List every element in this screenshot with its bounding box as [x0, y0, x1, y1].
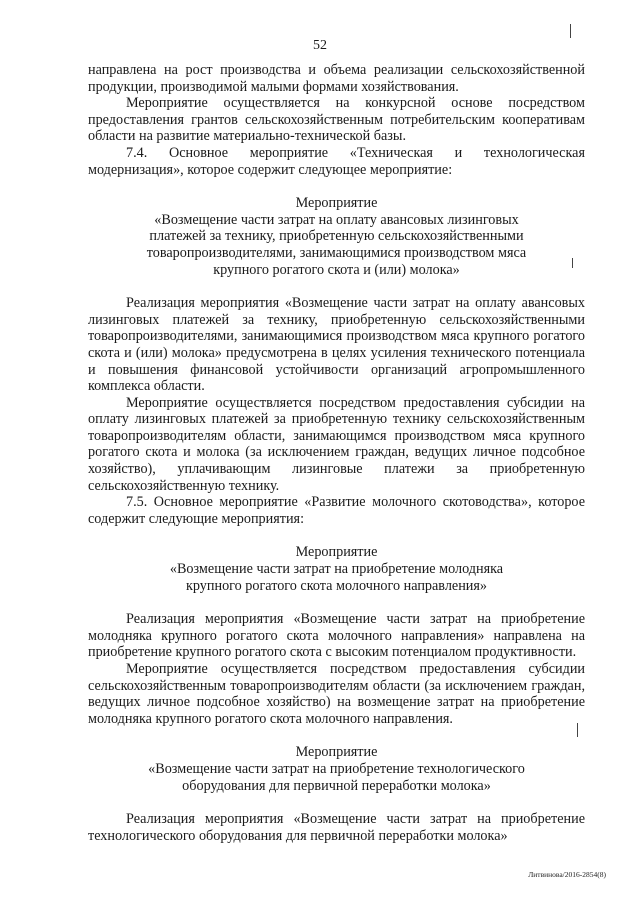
- spacer: [88, 278, 585, 295]
- measure-heading-label: Мероприятие: [295, 195, 378, 212]
- paragraph: Мероприятие осуществляется посредством предоставления субсидии на оплату лизинговых платежей за приобретенную технику сельскохозяйственным товаропроизводителям области, занимающимся производством мяса крупного рогатого скота и молока (за исключением граждан, ведущих личное подсобное хозяйство), уплачивающим лизинговые платежи за приобретенную сельскохозяйственную технику.: [88, 394, 585, 494]
- measure-heading-label: Мероприятие: [295, 544, 378, 561]
- measure-heading-label: Мероприятие: [295, 744, 378, 761]
- paragraph: Реализация мероприятия «Возмещение части затрат на приобретение технологического оборудования для первичной переработки молока»: [88, 811, 585, 844]
- page-number: 52: [313, 38, 327, 53]
- spacer: [88, 594, 585, 611]
- measure-heading-title: «Возмещение части затрат на приобретение молодняка крупного рогатого скота молочного направления»: [169, 561, 504, 594]
- section-7-5-paragraph: 7.5. Основное мероприятие «Развитие молочного скотоводства», которое содержит следующие мероприятия:: [88, 494, 585, 527]
- section-7-4-paragraph: 7.4. Основное мероприятие «Техническая и технологическая модернизация», которое содержит следующее мероприятие:: [88, 144, 585, 178]
- paragraph: направлена на рост производства и объема реализации сельскохозяйственной продукции, производимой малыми формами хозяйствования.: [88, 62, 585, 95]
- measure-heading-title: «Возмещение части затрат на оплату авансовых лизинговых платежей за технику, приобретенную сельскохозяйственными товаропроизводителями, занимающимися производством мяса крупного рогатого скота и (или) молока»: [146, 211, 527, 278]
- scan-mark: [572, 258, 573, 268]
- scan-mark: [570, 24, 571, 38]
- spacer: [88, 527, 585, 544]
- document-code: Литвинова/2016-2854(8): [528, 870, 606, 879]
- spacer: [88, 178, 585, 195]
- paragraph: Мероприятие осуществляется посредством предоставления субсидии сельскохозяйственным товаропроизводителям области (за исключением граждан, ведущих личное подсобное хозяйство) на возмещение затрат на приобретение молодняка крупного рогатого скота молочного направления.: [88, 661, 585, 727]
- paragraph: Реализация мероприятия «Возмещение части затрат на приобретение молодняка крупного рогатого скота молочного направления» направлена на приобретение крупного рогатого скота с высоким потенциалом продуктивности.: [88, 611, 585, 661]
- spacer: [88, 727, 585, 744]
- document-body: [88, 62, 585, 844]
- paragraph: Мероприятие осуществляется на конкурсной основе посредством предоставления грантов сельскохозяйственным потребительским кооперативам области на развитие материально-технической базы.: [88, 95, 585, 145]
- spacer: [88, 794, 585, 811]
- paragraph: Реализация мероприятия «Возмещение части затрат на оплату авансовых лизинговых платежей за технику, приобретенную сельскохозяйственными товаропроизводителями, занимающимися производством мяса крупного рогатого скота и (или) молока» предусмотрена в целях усиления технического потенциала и повышения финансовой устойчивости организаций агропромышленного комплекса области.: [88, 295, 585, 395]
- scan-mark: [577, 723, 578, 737]
- measure-heading-title: «Возмещение части затрат на приобретение технологического оборудования для первичной переработки молока»: [148, 760, 525, 794]
